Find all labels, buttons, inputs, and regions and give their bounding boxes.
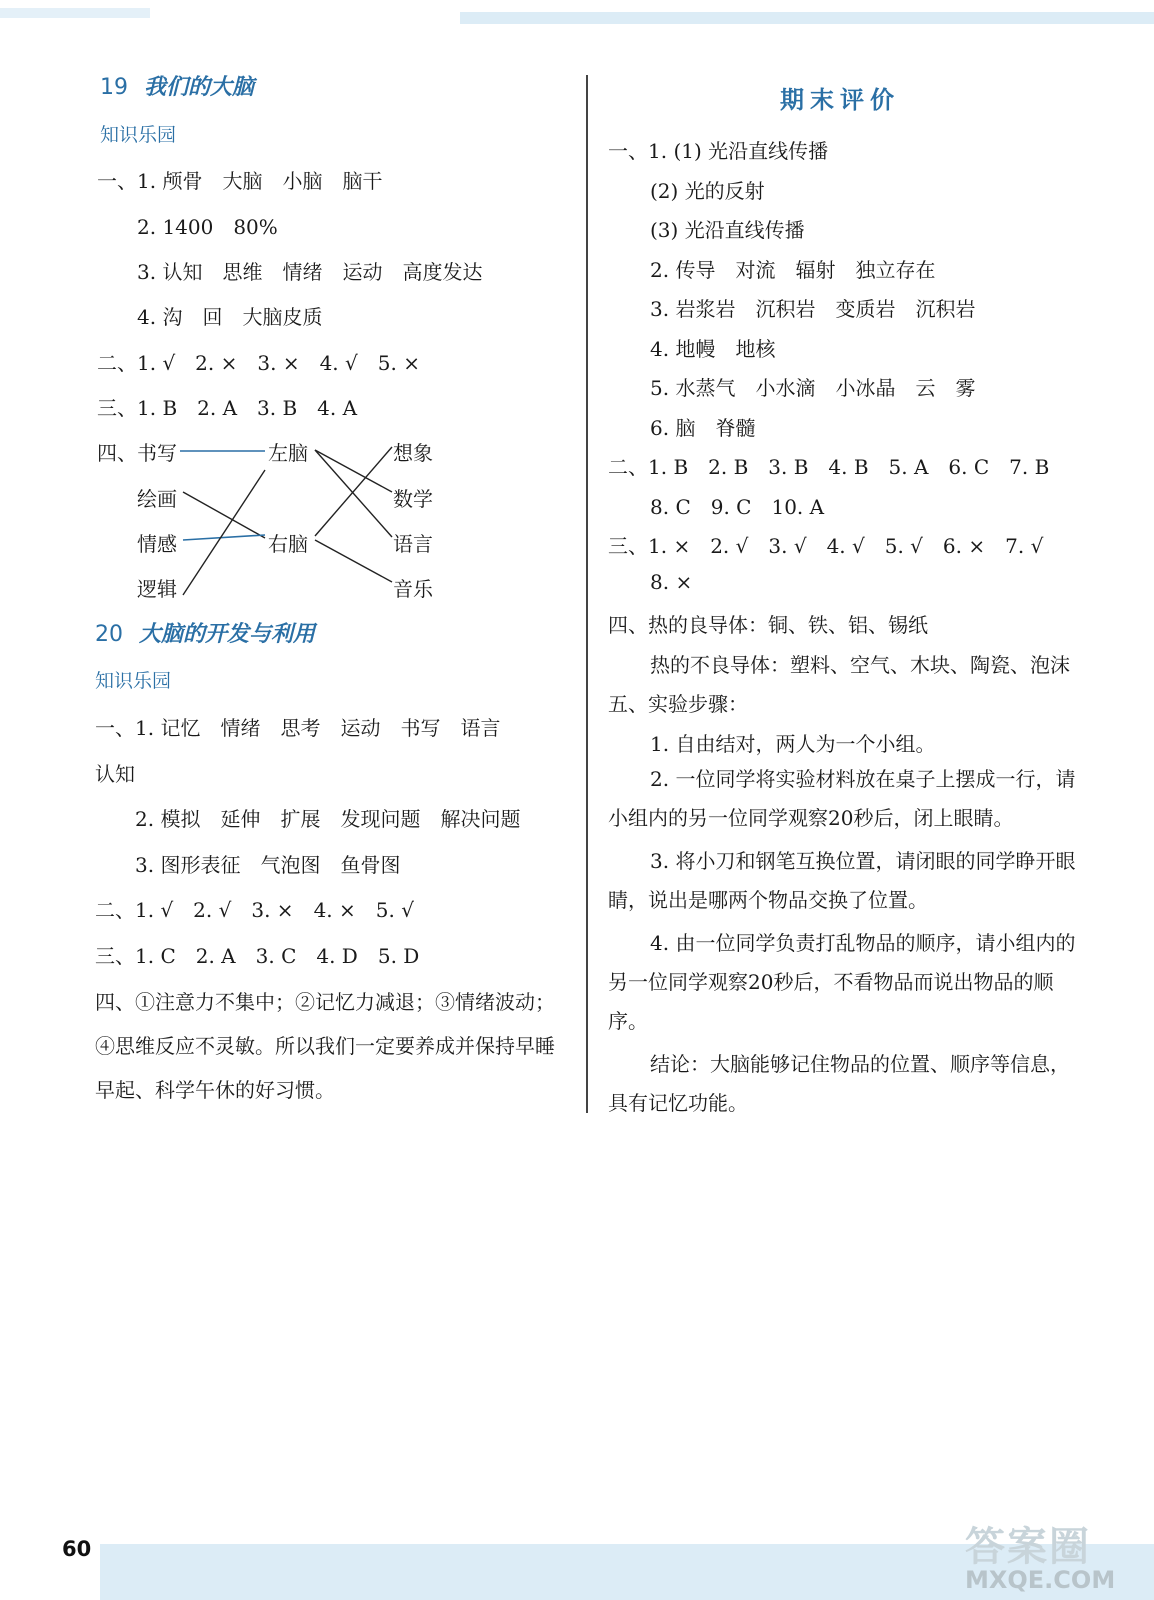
r-q5-conclusion: 结论：大脑能够记住物品的位置、顺序等信息，具有记忆功能。	[608, 1052, 1070, 1115]
section-19-heading	[100, 70, 254, 101]
r-q5-step4: 4. 由一位同学负责打乱物品的顺序，请小组内的另一位同学观察20秒后，不看物品而说出物品的顺序。	[608, 931, 1076, 1033]
r-q2-a: 二、1. B 2. B 3. B 4. B 5. A 6. C 7. B	[608, 455, 1050, 479]
s19-q2: 二、1. √ 2. × 3. × 4. √ 5. ×	[97, 351, 420, 375]
section-20-heading	[95, 617, 315, 648]
match-left-emotion: 情感	[137, 532, 177, 556]
section-19-subtitle: 知识乐园	[100, 124, 177, 146]
line-logic-leftbrain	[183, 470, 265, 595]
r-q5-steps: 五、实验步骤：	[608, 692, 748, 716]
watermark-logo	[965, 1515, 1145, 1595]
r-q1-1-3: (3) 光沿直线传播	[650, 218, 805, 242]
column-divider	[586, 75, 588, 1113]
top-decor-bar	[460, 12, 1154, 24]
s19-q1-3: 3. 认知 思维 情绪 运动 高度发达	[137, 260, 483, 284]
match-right-language: 语言	[393, 532, 433, 556]
line-rightbrain-imagination	[315, 447, 392, 536]
line-leftbrain-language	[315, 450, 392, 537]
s20-q1-1-cont: 认知	[95, 762, 135, 786]
s20-q1-1: 一、1. 记忆 情绪 思考 运动 书写 语言	[95, 716, 501, 740]
s19-q1-1: 一、1. 颅骨 大脑 小脑 脑干	[97, 169, 383, 193]
r-q1-2: 2. 传导 对流 辐射 独立存在	[650, 258, 936, 282]
s20-q4: 四、①注意力不集中；②记忆力减退；③情绪波动；④思维反应不灵敏。所以我们一定要养成并保持早睡早起、科学午休的好习惯。	[95, 990, 555, 1102]
r-q1-5: 5. 水蒸气 小水滴 小冰晶 云 雾	[650, 376, 976, 400]
section-20-number: 20	[95, 622, 123, 647]
r-q4-poor: 热的不良导体：塑料、空气、木块、陶瓷、泡沫	[650, 653, 1070, 677]
s20-q1-2: 2. 模拟 延伸 扩展 发现问题 解决问题	[135, 807, 521, 831]
section-20-title: 大脑的开发与利用	[139, 621, 316, 647]
r-q1-6: 6. 脑 脊髓	[650, 416, 756, 440]
s19-q1-4: 4. 沟 回 大脑皮质	[137, 305, 323, 329]
matching-lines	[95, 430, 445, 600]
s19-q4-prefix: 四、	[97, 441, 137, 465]
r-q5-step1: 1. 自由结对，两人为一个小组。	[650, 732, 936, 756]
s20-q2: 二、1. √ 2. √ 3. × 4. × 5. √	[95, 898, 414, 922]
r-q3-b: 8. ×	[650, 570, 693, 594]
top-left-decor-bar	[0, 8, 150, 18]
s20-q1-3: 3. 图形表征 气泡图 鱼骨图	[135, 853, 401, 877]
line-rightbrain-music	[315, 540, 392, 582]
r-q3-a: 三、1. × 2. √ 3. √ 4. √ 5. √ 6. × 7. √	[608, 534, 1044, 558]
section-19-number: 19	[100, 75, 128, 100]
watermark-bottom-text: MXQE.COM	[965, 1566, 1116, 1594]
s19-q1-2: 2. 1400 80%	[137, 215, 278, 239]
r-q1-1-1: 一、1. (1) 光沿直线传播	[608, 139, 829, 163]
match-mid-right-brain: 右脑	[268, 532, 308, 556]
s20-q3: 三、1. C 2. A 3. C 4. D 5. D	[95, 944, 420, 968]
r-q1-1-2: (2) 光的反射	[650, 179, 765, 203]
watermark-top-text: 答案圈	[965, 1524, 1091, 1570]
line-emotion-rightbrain	[183, 535, 265, 540]
match-left-drawing: 绘画	[137, 487, 177, 511]
section-19-title: 我们的大脑	[144, 74, 255, 100]
final-eval-title: 期末评价	[780, 85, 900, 114]
match-right-music: 音乐	[393, 577, 433, 601]
r-q5-step2: 2. 一位同学将实验材料放在桌子上摆成一行，请小组内的另一位同学观察20秒后，闭上眼睛。	[608, 767, 1076, 830]
match-left-logic: 逻辑	[137, 577, 177, 601]
r-q5-step3: 3. 将小刀和钢笔互换位置，请闭眼的同学睁开眼睛，说出是哪两个物品交换了位置。	[608, 849, 1076, 912]
match-right-imagination: 想象	[393, 441, 433, 465]
r-q2-b: 8. C 9. C 10. A	[650, 495, 825, 519]
page-number: 60	[62, 1537, 92, 1561]
match-mid-left-brain: 左脑	[268, 441, 308, 465]
r-q4-good: 四、热的良导体：铜、铁、铝、锡纸	[608, 613, 928, 637]
r-q1-4: 4. 地幔 地核	[650, 337, 776, 361]
s19-q3: 三、1. B 2. A 3. B 4. A	[97, 396, 358, 420]
r-q1-3: 3. 岩浆岩 沉积岩 变质岩 沉积岩	[650, 297, 976, 321]
match-left-writing: 书写	[137, 441, 177, 465]
section-20-subtitle: 知识乐园	[95, 670, 172, 692]
line-leftbrain-math	[315, 450, 392, 492]
line-drawing-rightbrain	[183, 492, 265, 538]
match-right-math: 数学	[393, 487, 433, 511]
